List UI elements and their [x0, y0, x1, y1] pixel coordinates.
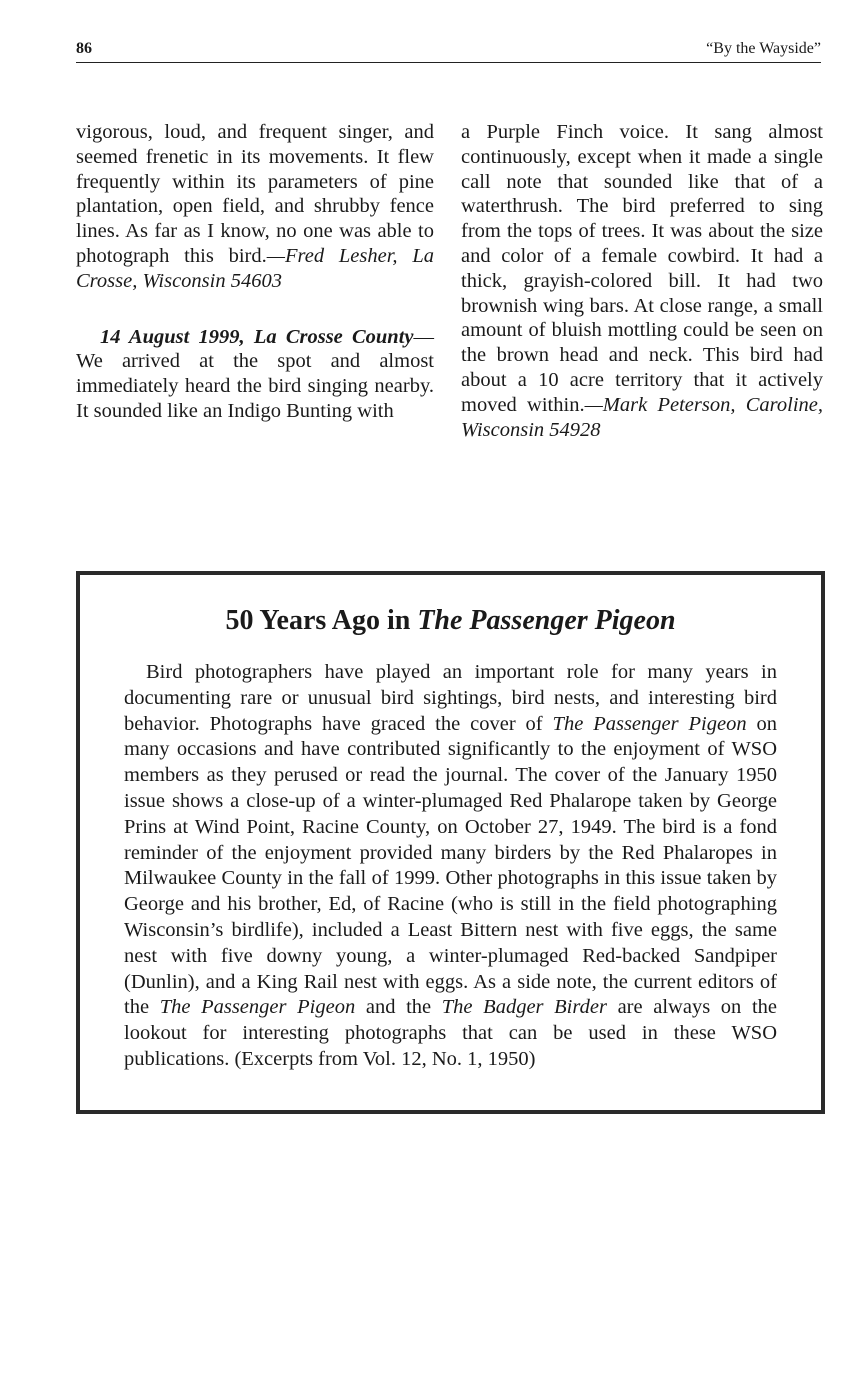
report-attribution: —Fred Lesher, La Crosse, Wisconsin 54603 — [76, 244, 435, 292]
report-peterson-continued — [461, 120, 823, 442]
report-text: a Purple Finch voice. It sang almost continuously, except when it made a single call note that sounded like that of a waterthrush. The bird preferred to sing from the tops of trees. It was about the size and color of a female cowbird. It had a thick, grayish-colored bill. It had two brownish wing bars. At close range, a small amount of bluish mottling could be seen on the brown head and neck. This bird had about a 10 acre territory that it actively moved within. — [461, 121, 823, 416]
report-dateline: 14 August 1999, La Crosse County — [100, 325, 414, 348]
report-attribution: —Mark Peterson, Caroline, Wisconsin 54928 — [461, 393, 823, 441]
report-text: —We arrived at the spot and almost immediately heard the bird singing nearby. It sounded like an Indigo Bunting with — [76, 325, 434, 422]
journal-name: The Passenger Pigeon — [159, 996, 356, 1019]
page-number: 86 — [76, 40, 92, 57]
right-column — [461, 120, 823, 442]
running-title: “By the Wayside” — [706, 40, 821, 57]
box-body-text: on many occasions and have contributed significantly to the enjoyment of WSO members as they perused or read the journal. The cover of the January 1950 issue shows a close-up of a winter-plumaged Red Phalarope taken by George Prins at Wind Point, Racine County, on October 27, 1949. The bird is a fond reminder of the enjoyment provided many birders by the Red Phalaropes in Milwaukee County in the fall of 1999. Other photographs in this issue taken by George and his brother, Ed, of Racine (who is still in the field photographing Wisconsin’s birdlife), included a Least Bittern nest with five eggs, the same nest with five downy young, a winter-plumaged Red-backed Sandpiper (Dunlin), and a King Rail nest with eggs. As a side note, the current editors of the — [124, 712, 778, 1019]
fifty-years-ago-box — [76, 571, 825, 1114]
newsletter-name: The Badger Birder — [441, 996, 607, 1019]
box-body-text: Bird photographers have played an important role for many years in documenting rare or unusual bird sightings, bird nests, and interesting bird behavior. Photographs have graced the cover of — [124, 661, 777, 735]
box-body-text: and the — [355, 996, 442, 1019]
page-header — [76, 38, 821, 63]
report-lesher — [76, 120, 434, 294]
box-body-text: are always on the lookout for interesting photographs that can be used in these WSO publications. (Excerpts from Vol. 12, No. 1, 1950) — [124, 996, 777, 1070]
box-title-plain: 50 Years Ago in — [225, 605, 418, 636]
left-column — [76, 120, 434, 424]
journal-name: The Passenger Pigeon — [552, 712, 747, 735]
report-text: vigorous, loud, and frequent singer, and seemed frenetic in its movements. It flew frequently within its parameters of pine plantation, open field, and shrubby fence lines. As far as I know, no one was able to photograph this bird. — [76, 121, 434, 267]
report-peterson-start — [76, 325, 434, 424]
box-title-journal: The Passenger Pigeon — [417, 605, 676, 636]
box-title — [80, 605, 821, 637]
box-body — [124, 660, 777, 1073]
